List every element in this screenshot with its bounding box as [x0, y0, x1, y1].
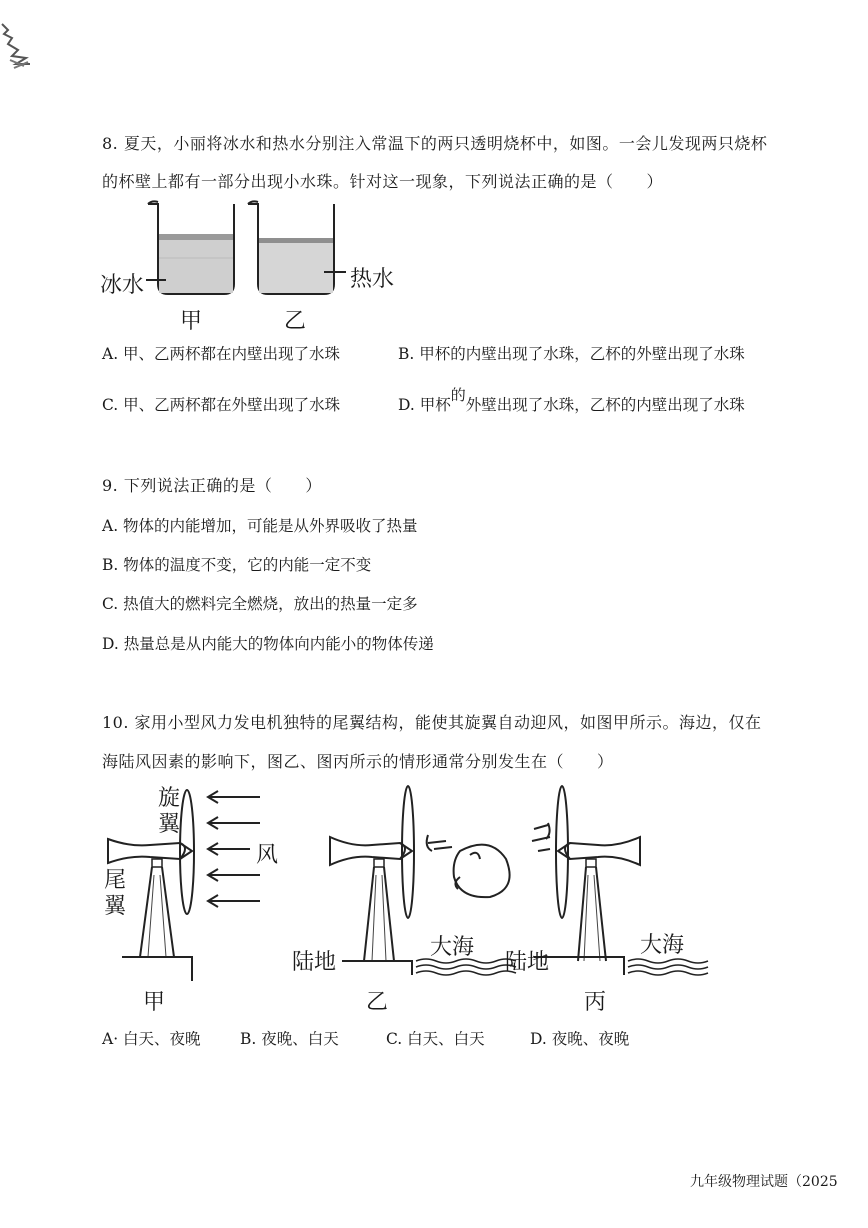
- scan-artifact-mark: [0, 20, 40, 70]
- turbine-figure-jia: [100, 785, 280, 985]
- q9-option-b: B. 物体的温度不变，它的内能一定不变: [102, 556, 372, 574]
- q8-option-d-insert: 的: [450, 386, 466, 404]
- label-land-yi: 陆地: [292, 950, 337, 975]
- label-fig-bing: 丙: [584, 990, 607, 1015]
- page-footer: 九年级物理试题（2025: [690, 1174, 838, 1190]
- label-land-bing: 陆地: [505, 950, 550, 975]
- label-beaker-jia: 甲: [180, 309, 203, 334]
- q8-option-c: C. 甲、乙两杯都在外壁出现了水珠: [102, 396, 341, 414]
- q10-stem-line2: 海陆风因素的影响下，图乙、图丙所示的情形通常分别发生在（ ）: [102, 752, 614, 771]
- label-rotor: 旋翼: [157, 786, 180, 837]
- q8-stem-line2: 的杯壁上都有一部分出现小水珠。针对这一现象，下列说法正确的是（ ）: [102, 172, 664, 191]
- q8-option-a: A. 甲、乙两杯都在内壁出现了水珠: [102, 345, 341, 363]
- q8-option-d-pre: D. 甲杯: [398, 396, 451, 414]
- label-tail: 尾翼: [103, 868, 126, 919]
- q10-option-d: D. 夜晚、夜晚: [530, 1030, 630, 1048]
- label-wind: 风: [256, 843, 279, 868]
- q10-option-b: B. 夜晚、白天: [240, 1030, 339, 1048]
- label-sea-bing: 大海: [640, 933, 685, 958]
- q8-option-d-post: 外壁出现了水珠，乙杯的内壁出现了水珠: [465, 396, 745, 414]
- q8-option-b: B. 甲杯的内壁出现了水珠，乙杯的外壁出现了水珠: [398, 345, 745, 363]
- label-ice-water: 冰水: [100, 273, 145, 298]
- q8-option-d: [398, 386, 745, 415]
- label-hot-water: 热水: [350, 267, 395, 292]
- q9-option-c: C. 热值大的燃料完全燃烧，放出的热量一定多: [102, 595, 418, 613]
- beaker-yi: [248, 201, 334, 294]
- label-beaker-yi: 乙: [284, 309, 307, 334]
- q10-option-c: C. 白天、白天: [386, 1030, 485, 1048]
- q9-option-a: A. 物体的内能增加，可能是从外界吸收了热量: [102, 517, 418, 535]
- q8-beaker-figure: [140, 198, 340, 298]
- q9-stem: 9. 下列说法正确的是（ ）: [102, 476, 322, 495]
- turbine-figure-yi: [320, 785, 520, 985]
- label-fig-jia: 甲: [143, 990, 166, 1015]
- q10-option-a: A· 白天、夜晚: [102, 1030, 201, 1048]
- label-sea-yi: 大海: [430, 935, 475, 960]
- turbine-figure-bing: [520, 785, 720, 985]
- label-fig-yi: 乙: [366, 990, 389, 1015]
- q8-stem-line1: 8. 夏天，小丽将冰水和热水分别注入常温下的两只透明烧杯中，如图。一会儿发现两只烧杯: [102, 134, 768, 153]
- q10-stem-line1: 10. 家用小型风力发电机独特的尾翼结构，能使其旋翼自动迎风，如图甲所示。海边，仅在: [102, 713, 762, 732]
- q9-option-d: D. 热量总是从内能大的物体向内能小的物体传递: [102, 635, 434, 653]
